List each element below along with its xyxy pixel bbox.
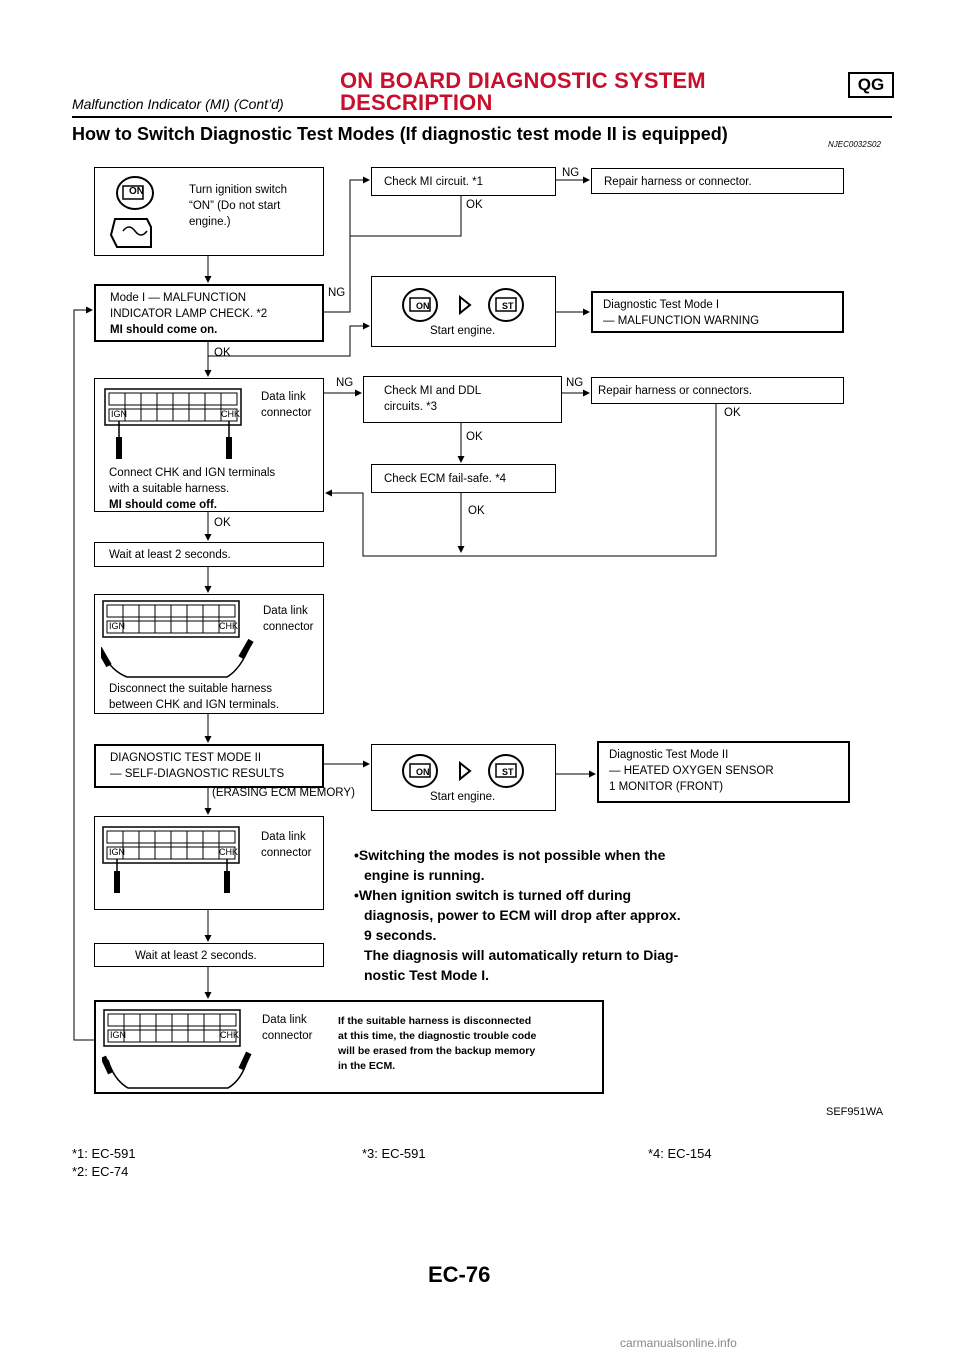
ng-label: NG <box>336 377 354 389</box>
step-connect-chk-ign <box>94 378 324 512</box>
wait-2s-b-text: Wait at least 2 seconds. <box>135 950 257 962</box>
start-engine-text: Start engine. <box>430 791 496 803</box>
ign-terminal-label: IGN <box>111 409 128 419</box>
ok-label: OK <box>214 347 231 359</box>
step-reconnect-chk-ign <box>94 816 324 910</box>
ok-label: OK <box>466 431 483 443</box>
section-badge: QG <box>848 72 894 98</box>
data-link-connector-icon <box>102 1008 262 1094</box>
figure-id: SEF951WA <box>826 1106 884 1118</box>
step-mode-2-self-diagnostic <box>94 744 324 788</box>
ok-label: OK <box>724 407 741 419</box>
ok-label: OK <box>466 199 483 211</box>
mode1-warning-text: Diagnostic Test Mode I — MALFUNCTION WARNING <box>603 299 760 327</box>
page-subtitle: Malfunction Indicator (MI) (Cont’d) <box>72 96 284 112</box>
mode2-hos-text: Diagnostic Test Mode II — HEATED OXYGEN SENSOR 1 MONITOR (FRONT) <box>609 749 774 793</box>
step-check-ecm-failsafe <box>371 464 556 493</box>
data-link-text: Data link connector <box>261 831 312 859</box>
erased-note-text: If the suitable harness is disconnected at this time, the diagnostic trouble code will be erased from the backup memory in the ECM. <box>338 1015 537 1072</box>
erasing-label: (ERASING ECM MEMORY) <box>212 787 355 799</box>
step-mode-1-mi-check <box>94 284 324 342</box>
section-code: NJEC0032S02 <box>828 140 881 149</box>
start-engine-text: Start engine. <box>430 325 496 337</box>
connect-mi-off: MI should come off. <box>109 499 217 511</box>
ignition-on-text: Turn ignition switch “ON” (Do not start engine.) <box>189 184 288 228</box>
data-link-text: Data link connector <box>263 605 314 633</box>
connect-text: Connect CHK and IGN terminals with a suitable harness. <box>109 467 276 495</box>
mode2-line1: DIAGNOSTIC TEST MODE II <box>110 752 262 764</box>
data-link-connector-icon <box>101 599 261 689</box>
footnote-4: *4: EC-154 <box>648 1146 712 1161</box>
mode1-line1: Mode I — MALFUNCTION <box>110 292 247 304</box>
footnote-2: *2: EC-74 <box>72 1164 129 1179</box>
mode1-line3: MI should come on. <box>110 324 218 336</box>
mode-switch-notes <box>354 845 734 985</box>
note-bullet-2-cont4: nostic Test Mode I. <box>364 967 489 983</box>
ng-label: NG <box>328 287 346 299</box>
note-bullet-2-cont1: diagnosis, power to ECM will drop after approx. <box>364 907 681 923</box>
check-mi-ddl-text: Check MI and DDL circuits. *3 <box>384 385 482 413</box>
on-label: ON <box>129 186 144 197</box>
note-bullet-2-cont2: 9 seconds. <box>364 927 437 943</box>
ng-label: NG <box>566 377 584 389</box>
ignition-key-icon <box>105 171 175 253</box>
step-repair-harness <box>591 168 844 194</box>
data-link-connector-icon <box>101 825 251 905</box>
data-link-text: Data link connector <box>261 391 312 419</box>
footnote-3: *3: EC-591 <box>362 1146 426 1161</box>
page-header-title: ON BOARD DIAGNOSTIC SYSTEM DESCRIPTION <box>340 68 706 115</box>
step-wait-2s-b <box>94 943 324 967</box>
ign-terminal-label: IGN <box>109 847 126 857</box>
chk-terminal-label: CHK <box>221 409 241 419</box>
result-mode-2-heated-oxygen <box>597 741 850 803</box>
ign-terminal-label: IGN <box>109 621 126 631</box>
watermark: carmanualsonline.info <box>620 1336 737 1350</box>
result-mode-1-warning <box>591 291 844 333</box>
note-bullet-1-cont: engine is running. <box>364 867 485 883</box>
check-ecm-text: Check ECM fail-safe. *4 <box>384 473 507 485</box>
chk-terminal-label: CHK <box>220 1030 240 1040</box>
footnote-1: *1: EC-591 <box>72 1146 136 1161</box>
wait-2s-a-text: Wait at least 2 seconds. <box>109 549 231 561</box>
step-check-mi-ddl <box>363 376 562 423</box>
step-start-engine-2 <box>371 744 556 811</box>
ok-label: OK <box>214 517 231 529</box>
note-bullet-1: •Switching the modes is not possible when the <box>354 847 666 863</box>
step-check-mi-circuit <box>371 167 556 196</box>
check-mi-circuit-text: Check MI circuit. *1 <box>384 176 484 188</box>
on-label: ON <box>416 301 430 311</box>
step-ignition-on <box>94 167 324 256</box>
st-label: ST <box>502 767 514 777</box>
repair-harness-text: Repair harness or connector. <box>604 176 752 188</box>
chk-terminal-label: CHK <box>219 621 239 631</box>
page-number: EC-76 <box>428 1262 491 1287</box>
ok-label: OK <box>468 505 485 517</box>
repair-connectors-text: Repair harness or connectors. <box>598 385 753 397</box>
mode1-line2: INDICATOR LAMP CHECK. *2 <box>110 308 268 320</box>
data-link-text: Data link connector <box>262 1014 313 1042</box>
section-title: How to Switch Diagnostic Test Modes (If diagnostic test mode II is equipped) <box>72 124 728 144</box>
step-start-engine-1 <box>371 276 556 347</box>
disconnect-text: Disconnect the suitable harness between CHK and IGN terminals. <box>109 683 280 711</box>
step-disconnect-harness <box>94 594 324 714</box>
st-label: ST <box>502 301 514 311</box>
chk-terminal-label: CHK <box>219 847 239 857</box>
step-wait-2s-a <box>94 542 324 567</box>
on-label: ON <box>416 767 430 777</box>
ng-label: NG <box>562 167 580 179</box>
ign-terminal-label: IGN <box>110 1030 127 1040</box>
note-bullet-2: •When ignition switch is turned off during <box>354 887 632 903</box>
step-final-disconnect <box>94 1000 604 1094</box>
step-repair-connectors <box>591 377 844 404</box>
mode2-line2: — SELF-DIAGNOSTIC RESULTS <box>110 768 285 780</box>
data-link-connector-icon <box>103 387 253 467</box>
note-bullet-2-cont3: The diagnosis will automatically return to Diag- <box>364 947 679 963</box>
